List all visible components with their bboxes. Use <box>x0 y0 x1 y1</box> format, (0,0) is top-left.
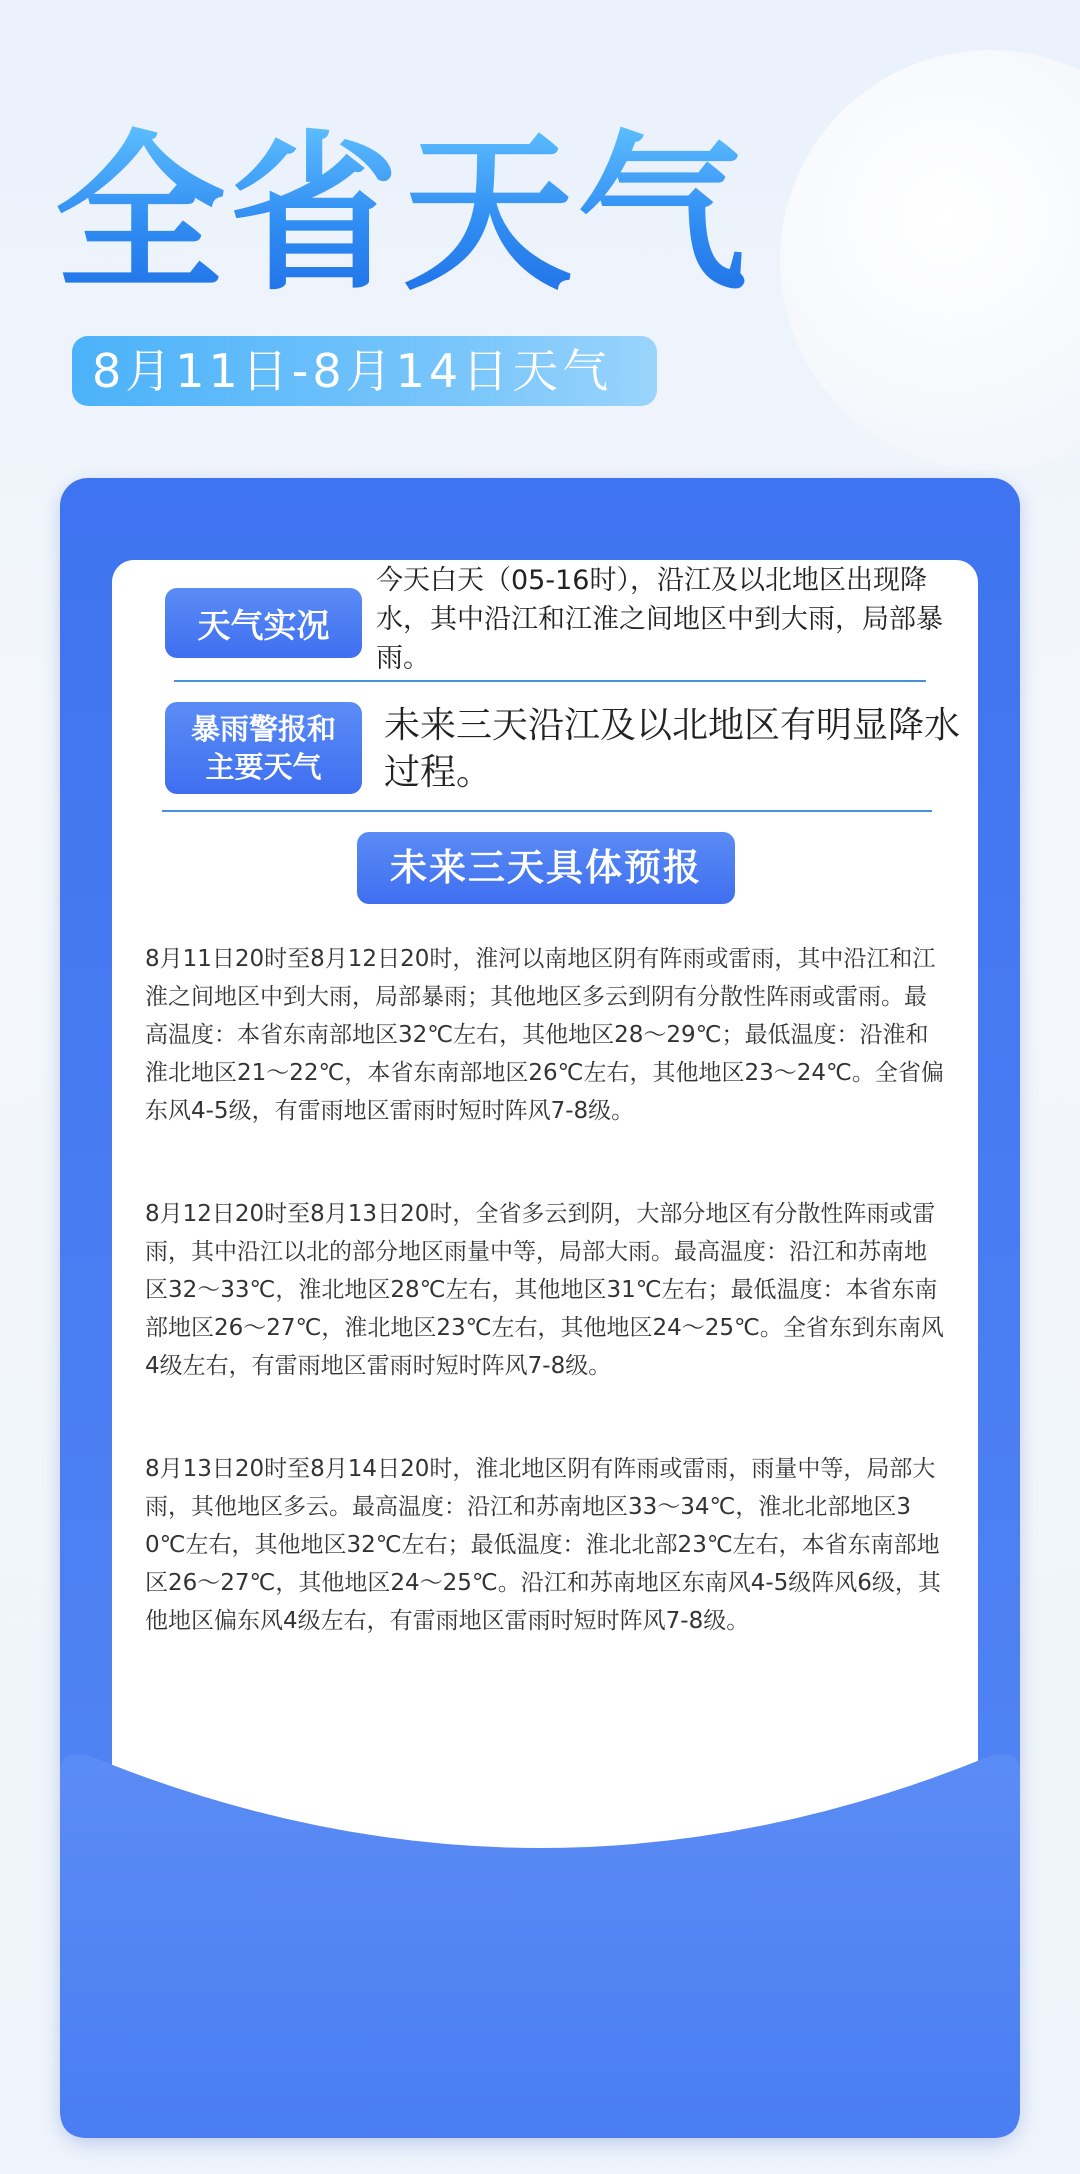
live-weather-text: 今天白天（05-16时），沿江及以北地区出现降水，其中沿江和江淮之间地区中到大雨，局部暴雨。 <box>376 565 943 674</box>
forecast-section-title: 未来三天具体预报 <box>357 832 735 904</box>
live-weather-label: 天气实况 <box>165 588 362 658</box>
divider <box>174 680 926 682</box>
forecast-paragraph-day1: 8月11日20时至8月12日20时，淮河以南地区阴有阵雨或雷雨，其中沿江和江淮之间地区中到大雨，局部暴雨；其他地区多云到阴有分散性阵雨或雷雨。最高温度：本省东南部地区32℃左右，其他地区28～29℃；最低温度：沿淮和淮北地区21～22℃，本省东南部地区26℃左右，其他地区23～24℃。全省偏东风4-5级，有雷雨地区雷雨时短时阵风7-8级。 <box>145 946 944 1124</box>
background-circle <box>780 50 1080 470</box>
divider <box>162 810 932 812</box>
date-range-pill: 8月11日-8月14日天气 <box>72 336 657 406</box>
forecast-paragraph-day3: 8月13日20时至8月14日20时，淮北地区阴有阵雨或雷雨，雨量中等，局部大雨，其他地区多云。最高温度：沿江和苏南地区33～34℃，淮北北部地区30℃左右，其他地区32℃左右；最低温度：淮北北部23℃左右，本省东南部地区26～27℃，其他地区24～25℃。沿江和苏南地区东南风4-5级阵风6级，其他地区偏东风4级左右，有雷雨地区雷雨时短时阵风7-8级。 <box>145 1456 941 1634</box>
rainstorm-warning-text: 未来三天沿江及以北地区有明显降水过程。 <box>384 705 961 793</box>
forecast-paragraph-day2: 8月12日20时至8月13日20时，全省多云到阴，大部分地区有分散性阵雨或雷雨，其中沿江以北的部分地区雨量中等，局部大雨。最高温度：沿江和苏南地区32～33℃，淮北地区28℃左右，其他地区31℃左右；最低温度：本省东南部地区26～27℃，淮北地区23℃左右，其他地区24～25℃。全省东到东南风4级左右，有雷雨地区雷雨时短时阵风7-8级。 <box>145 1201 944 1379</box>
page-title: 全省天气 <box>55 116 752 314</box>
rainstorm-warning-label: 暴雨警报和 主要天气 <box>165 702 362 794</box>
bottom-wave-decoration <box>60 1750 1020 2138</box>
